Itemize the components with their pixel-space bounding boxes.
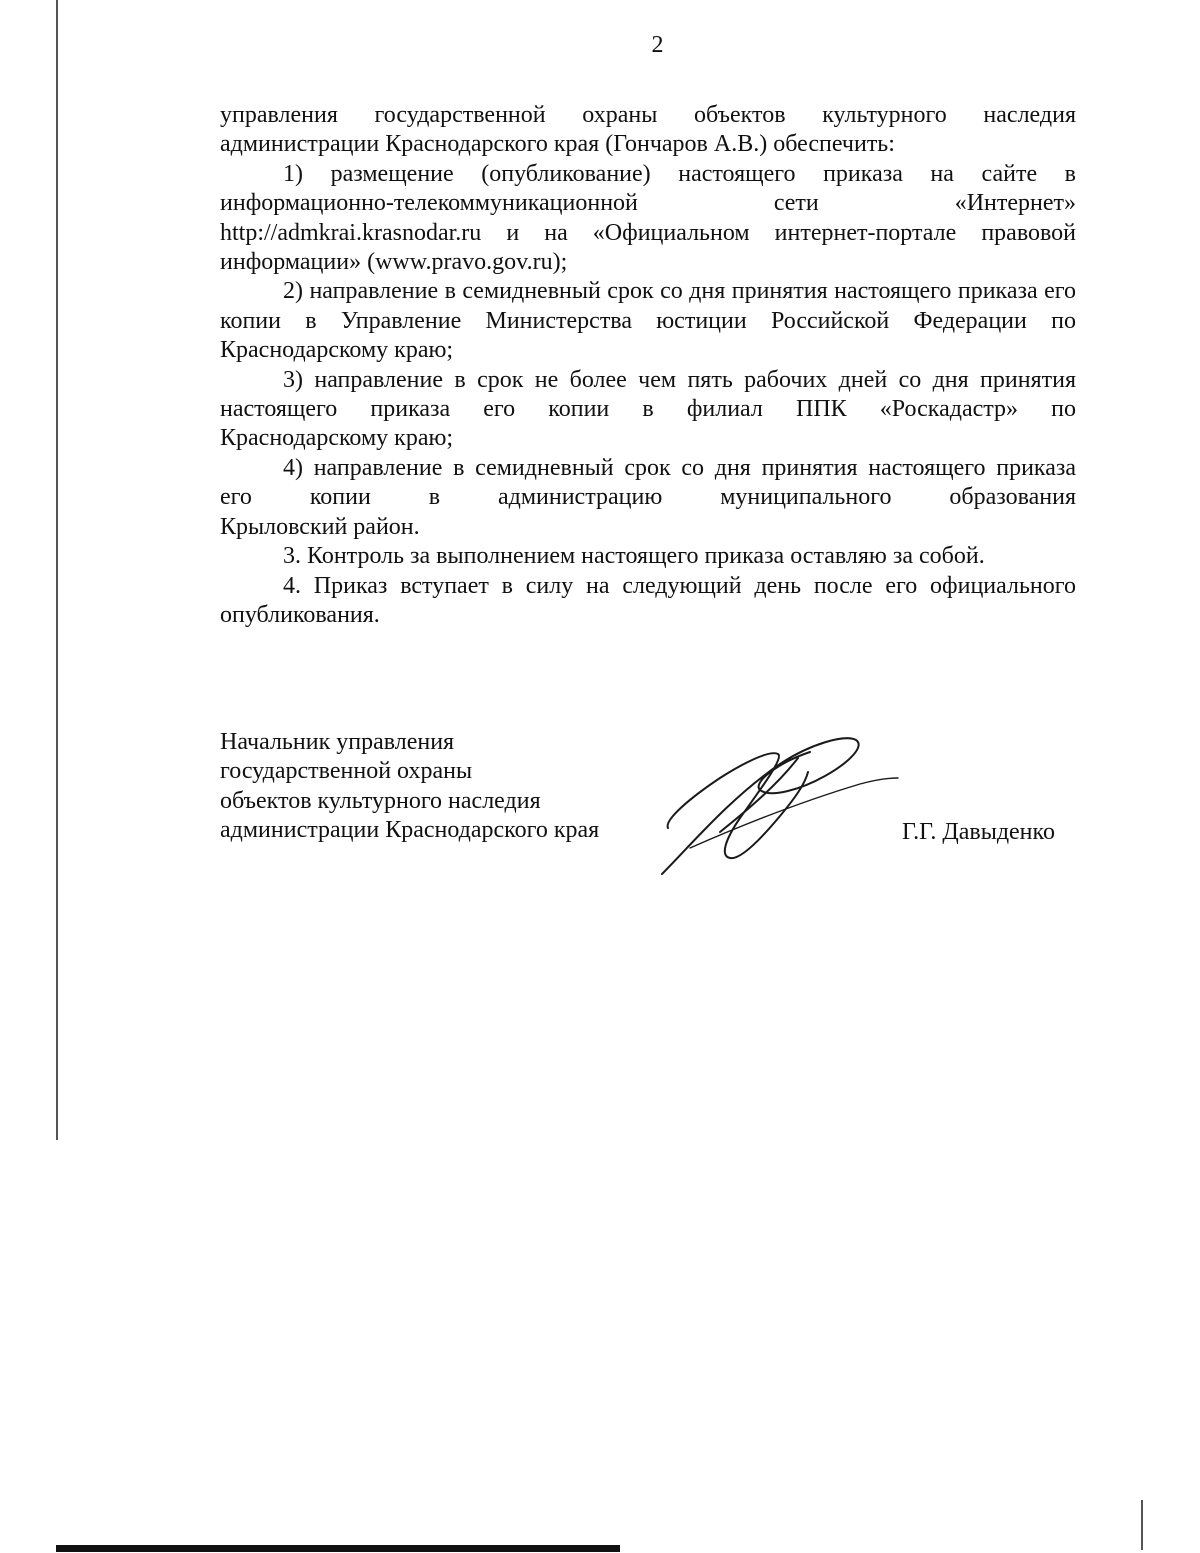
signer-position bbox=[220, 728, 599, 846]
paragraph-line: 1) размещение (опубликование) настоящего приказа на сайте в bbox=[283, 160, 1076, 187]
paragraph-line: информации» (www.pravo.gov.ru); bbox=[220, 249, 568, 276]
signer-position-line: Начальник управления bbox=[220, 729, 455, 755]
scan-edge-left bbox=[56, 0, 58, 1140]
paragraph-line: Крыловский район. bbox=[220, 513, 420, 540]
paragraph-item-2: 2) направление в семидневный срок со дня принятия настоящего приказа его копии в Управление Министерства юстиции Российской Федерации по Краснодарскому краю; bbox=[220, 278, 1076, 364]
paragraph-line: настоящего приказа его копии в филиал ППК «Роскадастр» по bbox=[220, 396, 1076, 423]
signature-stroke bbox=[662, 738, 859, 874]
paragraph-item-1 bbox=[220, 160, 1076, 278]
paragraph-line: 4) направление в семидневный срок со дня принятия настоящего приказа bbox=[283, 454, 1076, 481]
paragraph-line: информационно-телекоммуникационной сети «Интернет» bbox=[220, 190, 1076, 217]
signature-block bbox=[220, 728, 1080, 888]
scan-edge-bottom bbox=[56, 1545, 620, 1552]
handwritten-signature bbox=[660, 728, 900, 878]
paragraph-line: http://admkrai.krasnodar.ru и на «Официальном интернет-портале правовой bbox=[220, 219, 1076, 246]
page-number: 2 bbox=[651, 32, 664, 58]
paragraph-line: Краснодарскому краю; bbox=[220, 425, 454, 452]
signature-stroke bbox=[720, 758, 798, 832]
signer-position-line: администрации Краснодарского края bbox=[220, 817, 600, 844]
signer-position-line: государственной охраны bbox=[220, 758, 473, 785]
paragraph-line: 3) направление в срок не более чем пять рабочих дней со дня принятия bbox=[283, 366, 1076, 393]
signer-position-line: объектов культурного наследия bbox=[220, 787, 541, 814]
paragraph-line: его копии в администрацию муниципального образования bbox=[220, 484, 1076, 511]
document-body bbox=[220, 101, 1076, 630]
paragraph-item-3 bbox=[220, 366, 1076, 454]
paragraph-control: 3. Контроль за выполнением настоящего приказа оставляю за собой. bbox=[283, 543, 985, 570]
paragraph-effective: 4. Приказ вступает в силу на следующий день после его официального опубликования. bbox=[220, 572, 1076, 628]
signature-stroke bbox=[668, 753, 808, 858]
scan-edge-right bbox=[1141, 1500, 1143, 1550]
paragraph-item-4 bbox=[220, 454, 1076, 542]
paragraph-intro: управления государственной охраны объектов культурного наследия администрации Краснодарского края (Гончаров А.В.) обеспечить: bbox=[220, 102, 1076, 158]
signer-name: Г.Г. Давыденко bbox=[902, 819, 1055, 845]
